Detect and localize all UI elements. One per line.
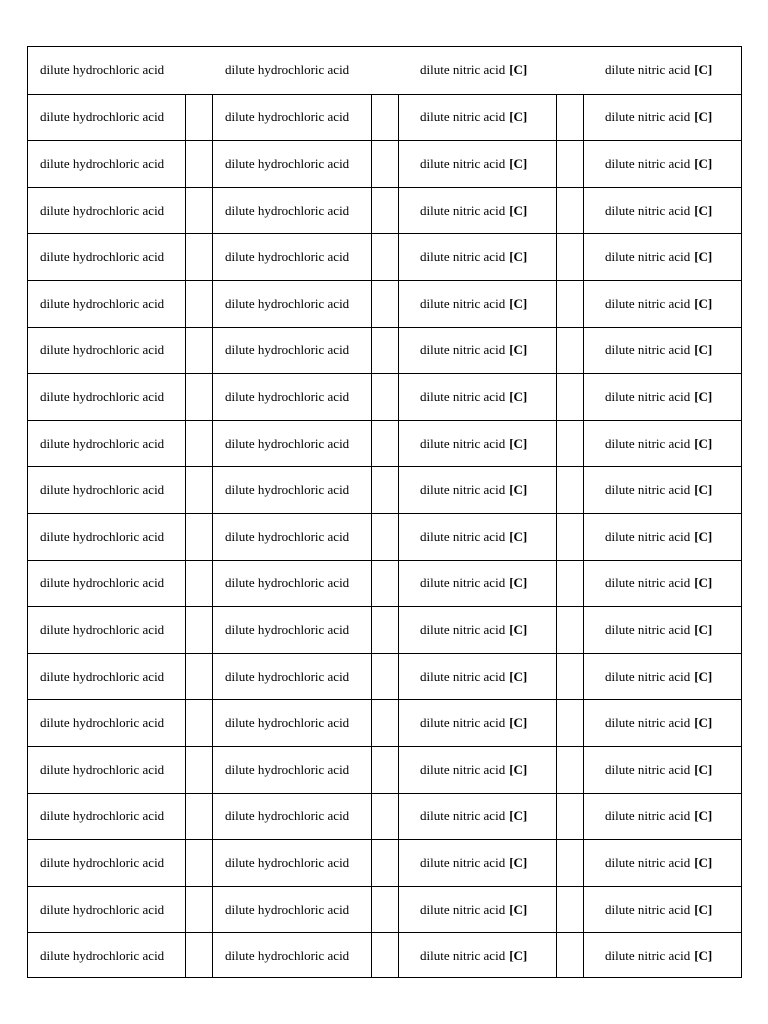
label-hydrochloric-acid	[225, 887, 349, 933]
label-nitric-acid	[420, 234, 527, 280]
label-text: dilute nitric acid	[420, 901, 506, 917]
label-text: dilute nitric acid	[605, 295, 691, 311]
label-text: dilute hydrochloric acid	[225, 295, 350, 311]
label-tag: [C]	[694, 528, 713, 544]
label-text: dilute nitric acid	[420, 342, 506, 358]
label-text: dilute hydrochloric acid	[225, 761, 350, 777]
label-hydrochloric-acid	[40, 281, 164, 327]
label-tag: [C]	[509, 435, 528, 451]
label-row	[28, 606, 741, 653]
label-hydrochloric-acid	[40, 514, 164, 560]
label-row	[28, 420, 741, 467]
label-tag: [C]	[694, 715, 713, 731]
label-text: dilute nitric acid	[605, 854, 691, 870]
label-hydrochloric-acid	[225, 141, 349, 187]
label-text: dilute hydrochloric acid	[40, 62, 165, 78]
label-text: dilute nitric acid	[420, 155, 506, 171]
label-nitric-acid	[605, 654, 712, 700]
label-text: dilute nitric acid	[420, 668, 506, 684]
label-text: dilute nitric acid	[605, 202, 691, 218]
label-row	[28, 187, 741, 234]
label-nitric-acid	[605, 607, 712, 653]
label-text: dilute nitric acid	[420, 575, 506, 591]
label-text: dilute nitric acid	[605, 575, 691, 591]
label-row	[28, 886, 741, 933]
label-hydrochloric-acid	[40, 933, 164, 979]
label-nitric-acid	[420, 141, 527, 187]
label-row	[28, 233, 741, 280]
label-tag: [C]	[694, 668, 713, 684]
label-text: dilute nitric acid	[420, 202, 506, 218]
label-hydrochloric-acid	[225, 514, 349, 560]
label-row	[28, 932, 741, 979]
label-tag: [C]	[694, 901, 713, 917]
label-text: dilute nitric acid	[605, 388, 691, 404]
label-tag: [C]	[694, 482, 713, 498]
label-text: dilute nitric acid	[605, 482, 691, 498]
label-row	[28, 513, 741, 560]
label-row	[28, 699, 741, 746]
label-tag: [C]	[509, 575, 528, 591]
label-text: dilute nitric acid	[605, 948, 691, 964]
label-hydrochloric-acid	[40, 47, 164, 94]
label-row	[28, 47, 741, 94]
label-row	[28, 839, 741, 886]
label-tag: [C]	[509, 62, 528, 78]
label-text: dilute hydrochloric acid	[225, 202, 350, 218]
label-text: dilute nitric acid	[605, 901, 691, 917]
label-tag: [C]	[694, 948, 713, 964]
label-hydrochloric-acid	[40, 95, 164, 141]
label-hydrochloric-acid	[40, 374, 164, 420]
label-text: dilute hydrochloric acid	[40, 155, 165, 171]
label-hydrochloric-acid	[40, 840, 164, 886]
label-nitric-acid	[420, 47, 527, 94]
label-text: dilute nitric acid	[605, 249, 691, 265]
label-hydrochloric-acid	[225, 234, 349, 280]
label-text: dilute nitric acid	[420, 435, 506, 451]
label-tag: [C]	[694, 62, 713, 78]
label-tag: [C]	[694, 155, 713, 171]
label-text: dilute hydrochloric acid	[40, 854, 165, 870]
label-hydrochloric-acid	[40, 421, 164, 467]
label-text: dilute hydrochloric acid	[40, 901, 165, 917]
label-nitric-acid	[420, 328, 527, 374]
label-tag: [C]	[509, 528, 528, 544]
label-nitric-acid	[420, 887, 527, 933]
label-nitric-acid	[605, 840, 712, 886]
label-hydrochloric-acid	[225, 421, 349, 467]
label-hydrochloric-acid	[40, 654, 164, 700]
label-tag: [C]	[509, 388, 528, 404]
label-text: dilute nitric acid	[420, 62, 506, 78]
label-hydrochloric-acid	[40, 794, 164, 840]
label-text: dilute nitric acid	[605, 621, 691, 637]
label-tag: [C]	[509, 249, 528, 265]
label-text: dilute hydrochloric acid	[40, 435, 165, 451]
label-text: dilute nitric acid	[420, 249, 506, 265]
label-nitric-acid	[605, 794, 712, 840]
label-text: dilute hydrochloric acid	[225, 528, 350, 544]
label-text: dilute nitric acid	[605, 715, 691, 731]
label-hydrochloric-acid	[40, 561, 164, 607]
label-hydrochloric-acid	[225, 374, 349, 420]
label-row	[28, 466, 741, 513]
label-text: dilute hydrochloric acid	[225, 482, 350, 498]
label-hydrochloric-acid	[225, 281, 349, 327]
label-row	[28, 280, 741, 327]
label-hydrochloric-acid	[225, 328, 349, 374]
label-text: dilute hydrochloric acid	[40, 575, 165, 591]
label-hydrochloric-acid	[40, 188, 164, 234]
label-hydrochloric-acid	[225, 607, 349, 653]
label-sheet	[27, 46, 742, 978]
label-row	[28, 373, 741, 420]
label-text: dilute hydrochloric acid	[225, 155, 350, 171]
label-hydrochloric-acid	[225, 747, 349, 793]
label-text: dilute hydrochloric acid	[40, 948, 165, 964]
label-nitric-acid	[605, 47, 712, 94]
label-nitric-acid	[605, 561, 712, 607]
label-text: dilute hydrochloric acid	[40, 295, 165, 311]
label-tag: [C]	[509, 808, 528, 824]
label-tag: [C]	[694, 109, 713, 125]
label-nitric-acid	[605, 514, 712, 560]
label-text: dilute nitric acid	[420, 948, 506, 964]
label-text: dilute hydrochloric acid	[225, 668, 350, 684]
label-text: dilute hydrochloric acid	[225, 342, 350, 358]
label-text: dilute hydrochloric acid	[225, 575, 350, 591]
label-tag: [C]	[509, 668, 528, 684]
label-hydrochloric-acid	[40, 467, 164, 513]
label-nitric-acid	[605, 234, 712, 280]
label-row	[28, 327, 741, 374]
label-hydrochloric-acid	[40, 700, 164, 746]
label-nitric-acid	[605, 467, 712, 513]
label-tag: [C]	[694, 621, 713, 637]
label-nitric-acid	[605, 700, 712, 746]
label-text: dilute hydrochloric acid	[225, 901, 350, 917]
label-row	[28, 746, 741, 793]
label-nitric-acid	[605, 374, 712, 420]
label-text: dilute nitric acid	[605, 435, 691, 451]
label-tag: [C]	[694, 575, 713, 591]
label-nitric-acid	[420, 95, 527, 141]
label-hydrochloric-acid	[40, 234, 164, 280]
label-row	[28, 560, 741, 607]
label-tag: [C]	[694, 761, 713, 777]
label-text: dilute nitric acid	[605, 808, 691, 824]
label-hydrochloric-acid	[40, 328, 164, 374]
label-text: dilute nitric acid	[420, 482, 506, 498]
label-text: dilute hydrochloric acid	[40, 761, 165, 777]
label-text: dilute hydrochloric acid	[40, 482, 165, 498]
label-tag: [C]	[694, 388, 713, 404]
label-text: dilute hydrochloric acid	[40, 715, 165, 731]
label-hydrochloric-acid	[225, 47, 349, 94]
label-nitric-acid	[605, 141, 712, 187]
label-text: dilute nitric acid	[420, 715, 506, 731]
label-text: dilute nitric acid	[605, 155, 691, 171]
label-tag: [C]	[509, 854, 528, 870]
label-text: dilute nitric acid	[605, 528, 691, 544]
label-text: dilute nitric acid	[420, 109, 506, 125]
label-nitric-acid	[420, 607, 527, 653]
label-tag: [C]	[694, 342, 713, 358]
label-nitric-acid	[420, 747, 527, 793]
label-hydrochloric-acid	[40, 607, 164, 653]
label-hydrochloric-acid	[225, 561, 349, 607]
label-nitric-acid	[420, 281, 527, 327]
label-nitric-acid	[605, 887, 712, 933]
label-hydrochloric-acid	[40, 747, 164, 793]
label-nitric-acid	[420, 700, 527, 746]
label-nitric-acid	[420, 561, 527, 607]
label-nitric-acid	[605, 188, 712, 234]
label-nitric-acid	[605, 421, 712, 467]
label-hydrochloric-acid	[225, 933, 349, 979]
label-text: dilute nitric acid	[420, 295, 506, 311]
label-tag: [C]	[694, 435, 713, 451]
label-hydrochloric-acid	[225, 188, 349, 234]
label-text: dilute hydrochloric acid	[225, 715, 350, 731]
label-nitric-acid	[605, 328, 712, 374]
label-tag: [C]	[509, 761, 528, 777]
label-text: dilute hydrochloric acid	[225, 435, 350, 451]
label-text: dilute nitric acid	[420, 854, 506, 870]
label-nitric-acid	[420, 654, 527, 700]
label-text: dilute hydrochloric acid	[40, 342, 165, 358]
label-text: dilute nitric acid	[605, 668, 691, 684]
label-text: dilute hydrochloric acid	[225, 388, 350, 404]
label-nitric-acid	[420, 467, 527, 513]
label-text: dilute hydrochloric acid	[40, 668, 165, 684]
label-hydrochloric-acid	[40, 141, 164, 187]
label-nitric-acid	[420, 840, 527, 886]
label-text: dilute nitric acid	[420, 621, 506, 637]
label-tag: [C]	[509, 295, 528, 311]
label-text: dilute hydrochloric acid	[225, 249, 350, 265]
label-tag: [C]	[694, 295, 713, 311]
label-text: dilute nitric acid	[420, 808, 506, 824]
label-row	[28, 653, 741, 700]
label-row	[28, 94, 741, 141]
label-tag: [C]	[509, 482, 528, 498]
label-nitric-acid	[605, 281, 712, 327]
label-nitric-acid	[420, 421, 527, 467]
label-nitric-acid	[420, 794, 527, 840]
label-tag: [C]	[509, 202, 528, 218]
label-text: dilute hydrochloric acid	[40, 249, 165, 265]
label-nitric-acid	[605, 747, 712, 793]
label-text: dilute hydrochloric acid	[225, 621, 350, 637]
label-text: dilute hydrochloric acid	[225, 62, 350, 78]
label-text: dilute hydrochloric acid	[225, 109, 350, 125]
label-text: dilute hydrochloric acid	[40, 202, 165, 218]
label-text: dilute hydrochloric acid	[40, 621, 165, 637]
label-tag: [C]	[509, 621, 528, 637]
label-tag: [C]	[694, 202, 713, 218]
label-text: dilute hydrochloric acid	[40, 528, 165, 544]
label-text: dilute nitric acid	[605, 761, 691, 777]
label-tag: [C]	[509, 901, 528, 917]
label-text: dilute nitric acid	[605, 109, 691, 125]
label-text: dilute hydrochloric acid	[40, 109, 165, 125]
label-nitric-acid	[420, 514, 527, 560]
label-hydrochloric-acid	[225, 95, 349, 141]
label-hydrochloric-acid	[225, 700, 349, 746]
label-tag: [C]	[509, 342, 528, 358]
label-text: dilute hydrochloric acid	[225, 854, 350, 870]
label-row	[28, 793, 741, 840]
label-text: dilute nitric acid	[420, 528, 506, 544]
label-hydrochloric-acid	[225, 654, 349, 700]
label-tag: [C]	[509, 109, 528, 125]
label-hydrochloric-acid	[225, 794, 349, 840]
label-text: dilute nitric acid	[605, 342, 691, 358]
label-nitric-acid	[420, 374, 527, 420]
label-text: dilute hydrochloric acid	[225, 808, 350, 824]
label-tag: [C]	[509, 715, 528, 731]
label-hydrochloric-acid	[225, 840, 349, 886]
label-tag: [C]	[694, 854, 713, 870]
label-text: dilute hydrochloric acid	[40, 808, 165, 824]
label-text: dilute nitric acid	[605, 62, 691, 78]
label-hydrochloric-acid	[225, 467, 349, 513]
label-text: dilute hydrochloric acid	[40, 388, 165, 404]
label-nitric-acid	[420, 188, 527, 234]
label-tag: [C]	[509, 155, 528, 171]
label-tag: [C]	[694, 249, 713, 265]
label-text: dilute nitric acid	[420, 388, 506, 404]
label-nitric-acid	[605, 95, 712, 141]
label-nitric-acid	[420, 933, 527, 979]
label-row	[28, 140, 741, 187]
label-tag: [C]	[694, 808, 713, 824]
label-text: dilute hydrochloric acid	[225, 948, 350, 964]
label-nitric-acid	[605, 933, 712, 979]
label-tag: [C]	[509, 948, 528, 964]
label-text: dilute nitric acid	[420, 761, 506, 777]
label-hydrochloric-acid	[40, 887, 164, 933]
